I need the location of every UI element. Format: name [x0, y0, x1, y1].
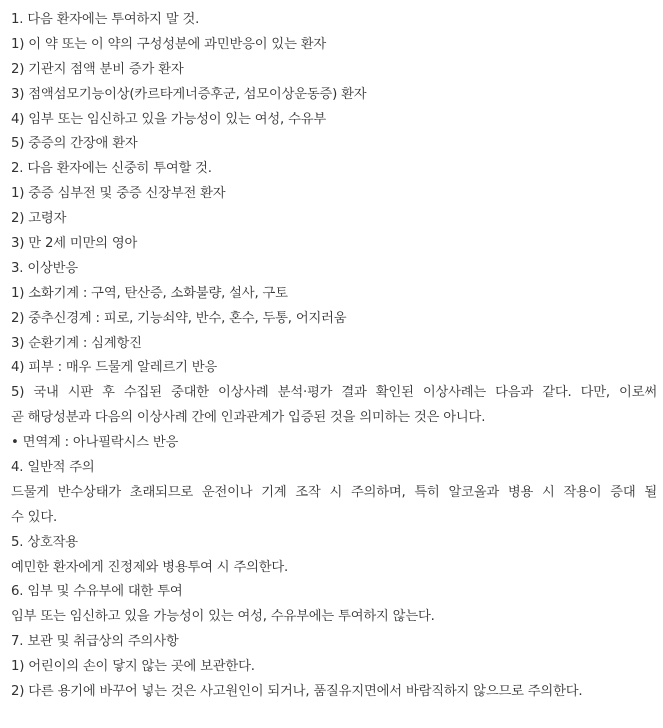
section-heading-pregnancy: 6. 임부 및 수유부에 대한 투여	[11, 584, 183, 600]
paragraph-line: 예민한 환자에게 진정제와 병용투여 시 주의한다.	[11, 559, 289, 575]
section-heading-caution: 2. 다음 환자에는 신중히 투여할 것.	[11, 161, 212, 177]
section-heading-storage: 7. 보관 및 취급상의 주의사항	[11, 634, 179, 650]
list-item: 1) 소화기계 : 구역, 탄산증, 소화불량, 설사, 구토	[11, 285, 288, 301]
document-body	[11, 8, 657, 705]
section-heading-interactions: 5. 상호작용	[11, 534, 78, 550]
list-item: 3) 순환기계 : 심계항진	[11, 335, 142, 351]
paragraph-line: 5) 국내 시판 후 수집된 중대한 이상사례 분석·평가 결과 확인된 이상사례는 다음과 같다. 다만, 이로써	[11, 385, 657, 401]
list-item: 2) 기관지 점액 분비 증가 환자	[11, 61, 184, 77]
section-heading-contraindications: 1. 다음 환자에는 투여하지 말 것.	[11, 12, 200, 27]
paragraph-line: 임부 또는 임신하고 있을 가능성이 있는 여성, 수유부에는 투여하지 않는다.	[11, 609, 435, 625]
section-heading-general-precautions: 4. 일반적 주의	[11, 460, 95, 476]
paragraph-line: 드물게 반수상태가 초래되므로 운전이나 기계 조작 시 주의하며, 특히 알코올과 병용 시 작용이 증대 될	[11, 484, 657, 500]
section-heading-adverse-reactions: 3. 이상반응	[11, 260, 78, 276]
list-item: 3) 만 2세 미만의 영아	[11, 236, 138, 252]
paragraph-line: 곧 해당성분과 다음의 이상사례 간에 인과관계가 입증된 것을 의미하는 것은 아니다.	[11, 410, 486, 426]
list-item: 2) 중추신경계 : 피로, 기능쇠약, 반수, 혼수, 두통, 어지러움	[11, 310, 347, 326]
list-item: 1) 중증 심부전 및 중증 신장부전 환자	[11, 186, 226, 202]
list-item: 1) 이 약 또는 이 약의 구성성분에 과민반응이 있는 환자	[11, 36, 327, 52]
list-item: 3) 점액섬모기능이상(카르타게너증후군, 섬모이상운동증) 환자	[11, 86, 367, 102]
paragraph-line: 수 있다.	[11, 509, 57, 525]
bullet-item: • 면역계 : 아나필락시스 반응	[11, 435, 179, 451]
list-item: 4) 임부 또는 임신하고 있을 가능성이 있는 여성, 수유부	[11, 111, 327, 127]
list-item: 5) 중증의 간장애 환자	[11, 136, 138, 152]
list-item: 2) 고령자	[11, 211, 67, 227]
list-item: 1) 어린이의 손이 닿지 않는 곳에 보관한다.	[11, 659, 255, 675]
list-item: 2) 다른 용기에 바꾸어 넣는 것은 사고원인이 되거나, 품질유지면에서 바람직하지 않으므로 주의한다.	[11, 684, 583, 700]
list-item: 4) 피부 : 매우 드물게 알레르기 반응	[11, 360, 218, 376]
